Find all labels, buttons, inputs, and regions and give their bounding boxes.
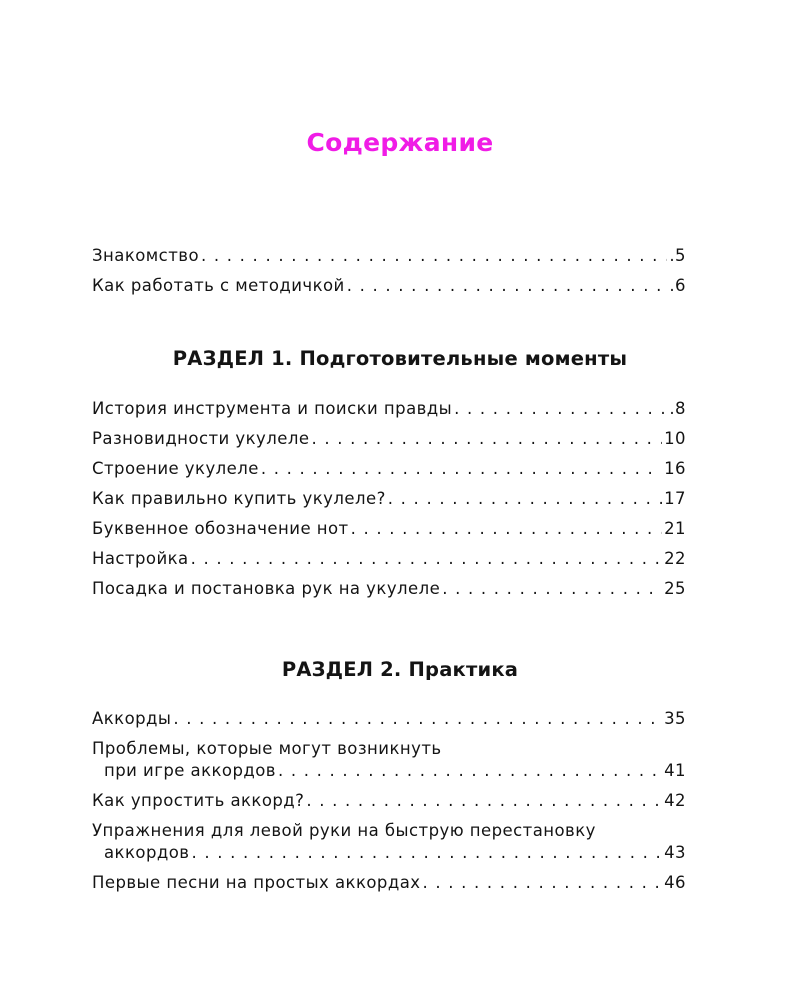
toc-entry[interactable] xyxy=(92,245,686,267)
toc-entry-title: Буквенное обозначение нот xyxy=(92,519,349,538)
toc-entry-title: Аккорды xyxy=(92,709,172,728)
toc-leader-dots xyxy=(278,760,662,782)
toc-leader-dots xyxy=(201,245,667,267)
toc-entry-page: 17 xyxy=(664,489,686,508)
toc-entry[interactable] xyxy=(92,578,686,600)
toc-entry[interactable] xyxy=(92,518,686,540)
toc-entry-title-line1: Упражнения для левой руки на быструю перестановку xyxy=(92,821,596,840)
toc-entry-page: 25 xyxy=(664,579,686,598)
toc-entry[interactable] xyxy=(92,872,686,894)
toc-leader-dots xyxy=(191,842,662,864)
intro-toc xyxy=(92,245,686,297)
toc-leader-dots xyxy=(261,458,662,480)
toc-entry-page: 35 xyxy=(664,709,686,728)
toc-entry[interactable] xyxy=(92,790,686,812)
toc-entry[interactable] xyxy=(92,820,686,864)
toc-entry[interactable] xyxy=(92,738,686,782)
toc-entry-page: .8 xyxy=(669,399,686,418)
toc-entry-title: Как упростить аккорд? xyxy=(92,791,305,810)
toc-entry-page: .6 xyxy=(669,276,686,295)
toc-leader-dots xyxy=(173,708,662,730)
section-2-title: РАЗДЕЛ 2. Практика xyxy=(281,658,519,681)
toc-entry-page: 46 xyxy=(664,873,686,892)
toc-leader-dots xyxy=(191,548,662,570)
toc-entry-page: 16 xyxy=(664,459,686,478)
toc-entry-title: Строение укулеле xyxy=(92,459,259,478)
toc-entry[interactable] xyxy=(92,708,686,730)
section-1-title: РАЗДЕЛ 1. Подготовительные моменты xyxy=(172,347,628,370)
toc-entry-title: Посадка и постановка рук на укулеле xyxy=(92,579,441,598)
toc-entry-title: Разновидности укулеле xyxy=(92,429,310,448)
toc-entry-page: 41 xyxy=(664,761,686,780)
toc-entry[interactable] xyxy=(92,428,686,450)
toc-entry-page: 42 xyxy=(664,791,686,810)
toc-entry[interactable] xyxy=(92,398,686,420)
toc-entry-title: Как работать с методичкой xyxy=(92,276,345,295)
toc-entry-title: Первые песни на простых аккордах xyxy=(92,873,421,892)
toc-entry-title: Настройка xyxy=(92,549,189,568)
section-1-toc xyxy=(92,398,686,600)
toc-leader-dots xyxy=(311,428,662,450)
toc-leader-dots xyxy=(351,518,663,540)
toc-entry-page: 21 xyxy=(664,519,686,538)
toc-entry[interactable] xyxy=(92,488,686,510)
toc-entry-page: 22 xyxy=(664,549,686,568)
toc-entry-page: .5 xyxy=(669,246,686,265)
toc-entry[interactable] xyxy=(92,548,686,570)
section-2-toc xyxy=(92,708,686,894)
toc-entry-page: 43 xyxy=(664,843,686,862)
toc-leader-dots xyxy=(454,398,667,420)
toc-entry-title-line2: при игре аккордов xyxy=(104,761,276,780)
toc-entry-title: История инструмента и поиски правды xyxy=(92,399,453,418)
toc-entry-title-line1: Проблемы, которые могут возникнуть xyxy=(92,739,442,758)
toc-entry-page: 10 xyxy=(664,429,686,448)
toc-leader-dots xyxy=(422,872,662,894)
toc-entry-title: Знакомство xyxy=(92,246,199,265)
toc-entry[interactable] xyxy=(92,458,686,480)
toc-leader-dots xyxy=(442,578,662,600)
toc-entry[interactable] xyxy=(92,275,686,297)
toc-leader-dots xyxy=(388,488,662,510)
page-title: Содержание xyxy=(306,128,494,157)
toc-entry-title: Как правильно купить укулеле? xyxy=(92,489,386,508)
toc-leader-dots xyxy=(347,275,668,297)
toc-entry-title-line2: аккордов xyxy=(104,843,190,862)
toc-leader-dots xyxy=(306,790,662,812)
